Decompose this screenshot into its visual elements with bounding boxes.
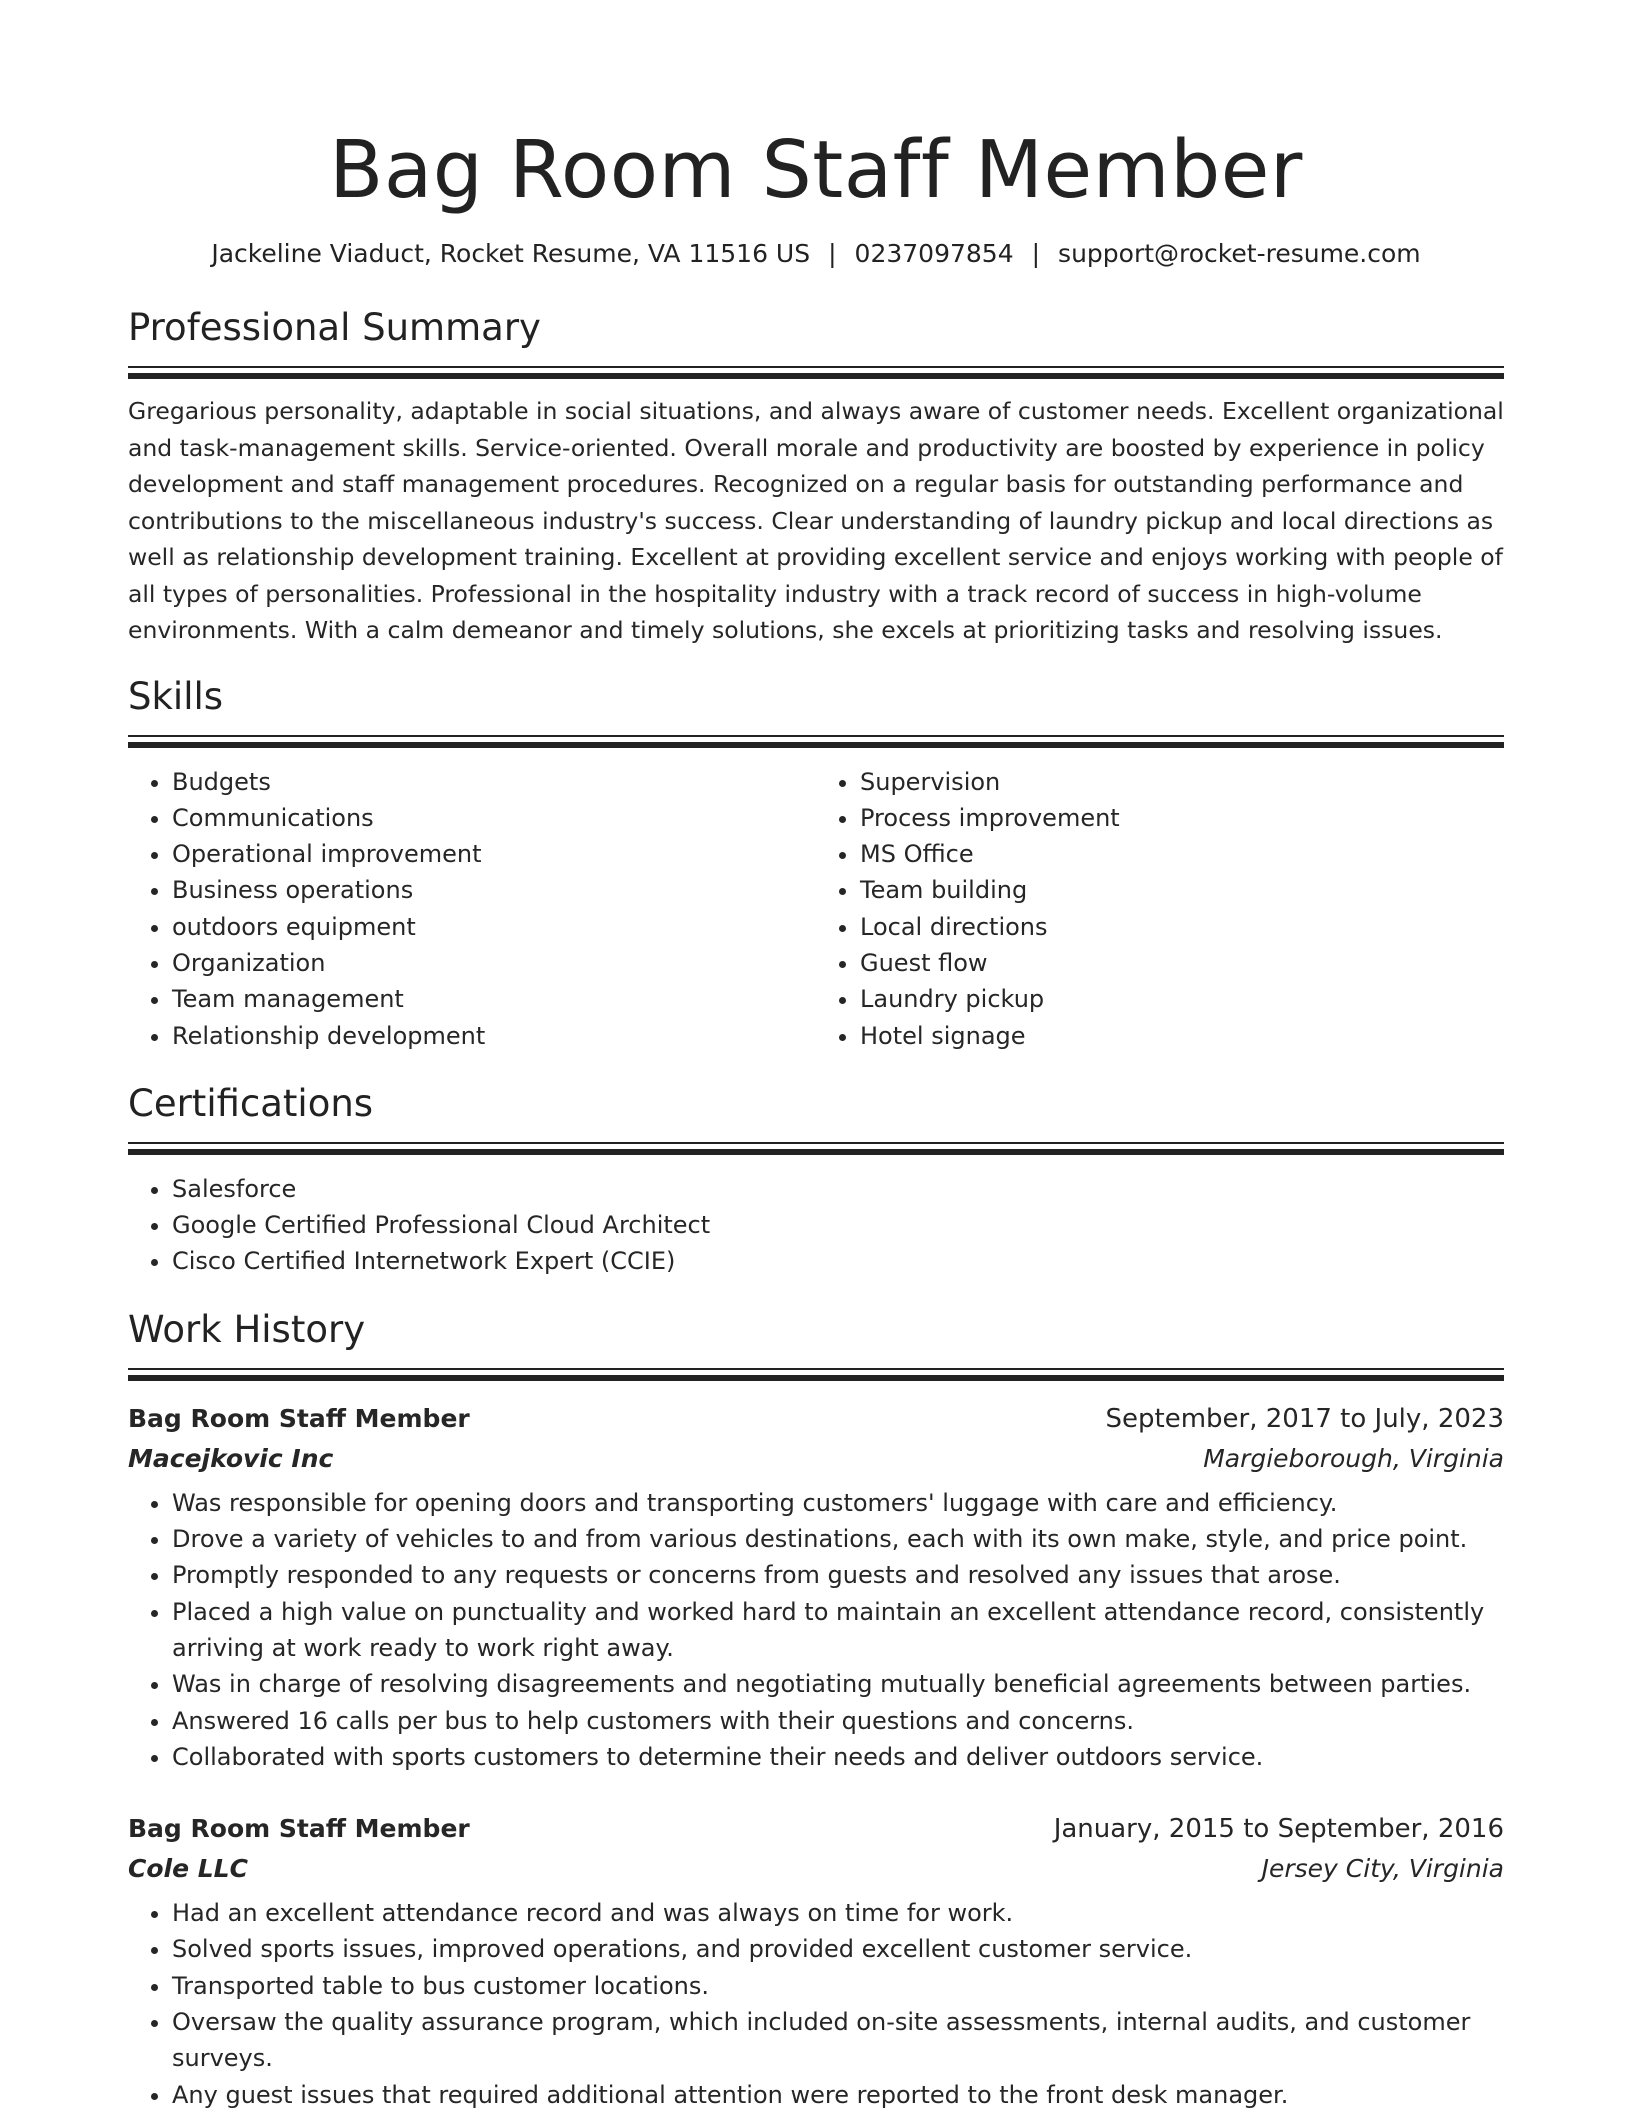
job-entry bbox=[128, 1809, 1504, 2113]
summary-heading: Professional Summary bbox=[128, 306, 541, 349]
job-bullet: • Solved sports issues, improved operations, and provided excellent customer service. bbox=[172, 1931, 1504, 1967]
skill-item: • Team management bbox=[172, 981, 816, 1017]
job-company-row bbox=[128, 1849, 1504, 1889]
skill-item: • Local directions bbox=[860, 909, 1504, 945]
skill-item: • Laundry pickup bbox=[860, 981, 1504, 1017]
summary-text: Gregarious personality, adaptable in social situations, and always aware of customer needs. Excellent organizational and task-management skills. Service-oriented. Overall morale and productivity are boosted by experience in policy development and staff management procedures. Recognized on a regular basis for outstanding performance and contributions to the miscellaneous industry's success. Clear understanding of laundry pickup and local directions as well as relationship development training. Excellent at providing excellent service and enjoys working with people of all types of personalities. Professional in the hospitality industry with a track record of success in high-volume environments. With a calm demeanor and timely solutions, she excels at prioritizing tasks and resolving issues. bbox=[128, 397, 1504, 644]
job-title: Bag Room Staff Member bbox=[128, 1403, 470, 1433]
skill-item: • Business operations bbox=[172, 872, 816, 908]
certification-item: • Cisco Certified Internetwork Expert (CCIE) bbox=[172, 1243, 1504, 1279]
certifications-section bbox=[128, 1080, 1504, 1280]
job-bullet: • Answered 16 calls per bus to help customers with their questions and concerns. bbox=[172, 1703, 1504, 1739]
work-history-heading: Work History bbox=[128, 1307, 366, 1351]
job-dates: January, 2015 to September, 2016 bbox=[1053, 1814, 1504, 1845]
skills-section bbox=[128, 673, 1504, 1054]
skill-item: • Team building bbox=[860, 872, 1504, 908]
section-rule-thick bbox=[128, 742, 1504, 748]
certifications-heading: Certifications bbox=[128, 1081, 374, 1125]
section-rule-thin bbox=[128, 735, 1504, 737]
skill-item: • Relationship development bbox=[172, 1018, 816, 1054]
job-bullet: • Collaborated with sports customers to determine their needs and deliver outdoors service. bbox=[172, 1739, 1504, 1775]
section-rule-thin bbox=[128, 366, 1504, 368]
certification-item: • Salesforce bbox=[172, 1171, 1504, 1207]
skill-item: • Guest flow bbox=[860, 945, 1504, 981]
skill-item: • Process improvement bbox=[860, 800, 1504, 836]
skills-left-list bbox=[128, 764, 816, 1054]
skill-item: • Communications bbox=[172, 800, 816, 836]
resume-title: Bag Room Staff Member bbox=[329, 124, 1303, 216]
job-location: Margieborough, Virginia bbox=[1203, 1443, 1504, 1473]
job-company: Macejkovic Inc bbox=[128, 1443, 334, 1473]
skill-item: • MS Office bbox=[860, 836, 1504, 872]
skill-item: • outdoors equipment bbox=[172, 909, 816, 945]
job-bullet: • Transported table to bus customer locations. bbox=[172, 1968, 1504, 2004]
section-rule-thick bbox=[128, 373, 1504, 379]
contact-separator: | bbox=[828, 239, 837, 268]
job-bullet: • Promptly responded to any requests or concerns from guests and resolved any issues that arose. bbox=[172, 1557, 1504, 1593]
skills-columns bbox=[128, 764, 1504, 1054]
skill-item: • Budgets bbox=[172, 764, 816, 800]
job-bullet: • Placed a high value on punctuality and worked hard to maintain an excellent attendance record, consistently arriving at work ready to work right away. bbox=[172, 1594, 1504, 1667]
contact-line bbox=[128, 238, 1504, 270]
skill-item: • Hotel signage bbox=[860, 1018, 1504, 1054]
job-company: Cole LLC bbox=[128, 1854, 248, 1884]
job-bullets bbox=[128, 1485, 1504, 1775]
skills-heading: Skills bbox=[128, 674, 224, 718]
work-history-section bbox=[128, 1306, 1504, 2113]
job-dates: September, 2017 to July, 2023 bbox=[1105, 1403, 1504, 1434]
job-entry bbox=[128, 1399, 1504, 1775]
skills-right-list bbox=[816, 764, 1504, 1054]
certification-item: • Google Certified Professional Cloud Architect bbox=[172, 1207, 1504, 1243]
job-bullet: • Drove a variety of vehicles to and from various destinations, each with its own make, style, and price point. bbox=[172, 1521, 1504, 1557]
job-bullets bbox=[128, 1895, 1504, 2113]
job-bullet: • Any guest issues that required additional attention were reported to the front desk manager. bbox=[172, 2077, 1504, 2113]
resume-page bbox=[128, 0, 1504, 2113]
contact-address: Jackeline Viaduct, Rocket Resume, VA 11516 US bbox=[211, 239, 811, 268]
job-bullet: • Was responsible for opening doors and transporting customers' luggage with care and efficiency. bbox=[172, 1485, 1504, 1521]
skill-item: • Operational improvement bbox=[172, 836, 816, 872]
contact-separator: | bbox=[1031, 239, 1041, 268]
skill-item: • Organization bbox=[172, 945, 816, 981]
job-company-row bbox=[128, 1439, 1504, 1479]
section-rule-thick bbox=[128, 1375, 1504, 1381]
job-header-row bbox=[128, 1399, 1504, 1439]
job-bullet: • Had an excellent attendance record and was always on time for work. bbox=[172, 1895, 1504, 1931]
job-header-row bbox=[128, 1809, 1504, 1849]
contact-phone: 0237097854 bbox=[854, 239, 1014, 268]
skill-item: • Supervision bbox=[860, 764, 1504, 800]
job-title: Bag Room Staff Member bbox=[128, 1814, 470, 1844]
job-bullet: • Oversaw the quality assurance program, which included on-site assessments, internal audits, and customer surveys. bbox=[172, 2004, 1504, 2077]
certifications-list bbox=[128, 1171, 1504, 1280]
job-location: Jersey City, Virginia bbox=[1261, 1854, 1504, 1884]
contact-email: support@rocket-resume.com bbox=[1058, 239, 1421, 268]
summary-section bbox=[128, 304, 1504, 649]
job-bullet: • Was in charge of resolving disagreements and negotiating mutually beneficial agreements between parties. bbox=[172, 1666, 1504, 1702]
section-rule-thick bbox=[128, 1149, 1504, 1155]
section-rule-thin bbox=[128, 1142, 1504, 1144]
section-rule-thin bbox=[128, 1368, 1504, 1370]
